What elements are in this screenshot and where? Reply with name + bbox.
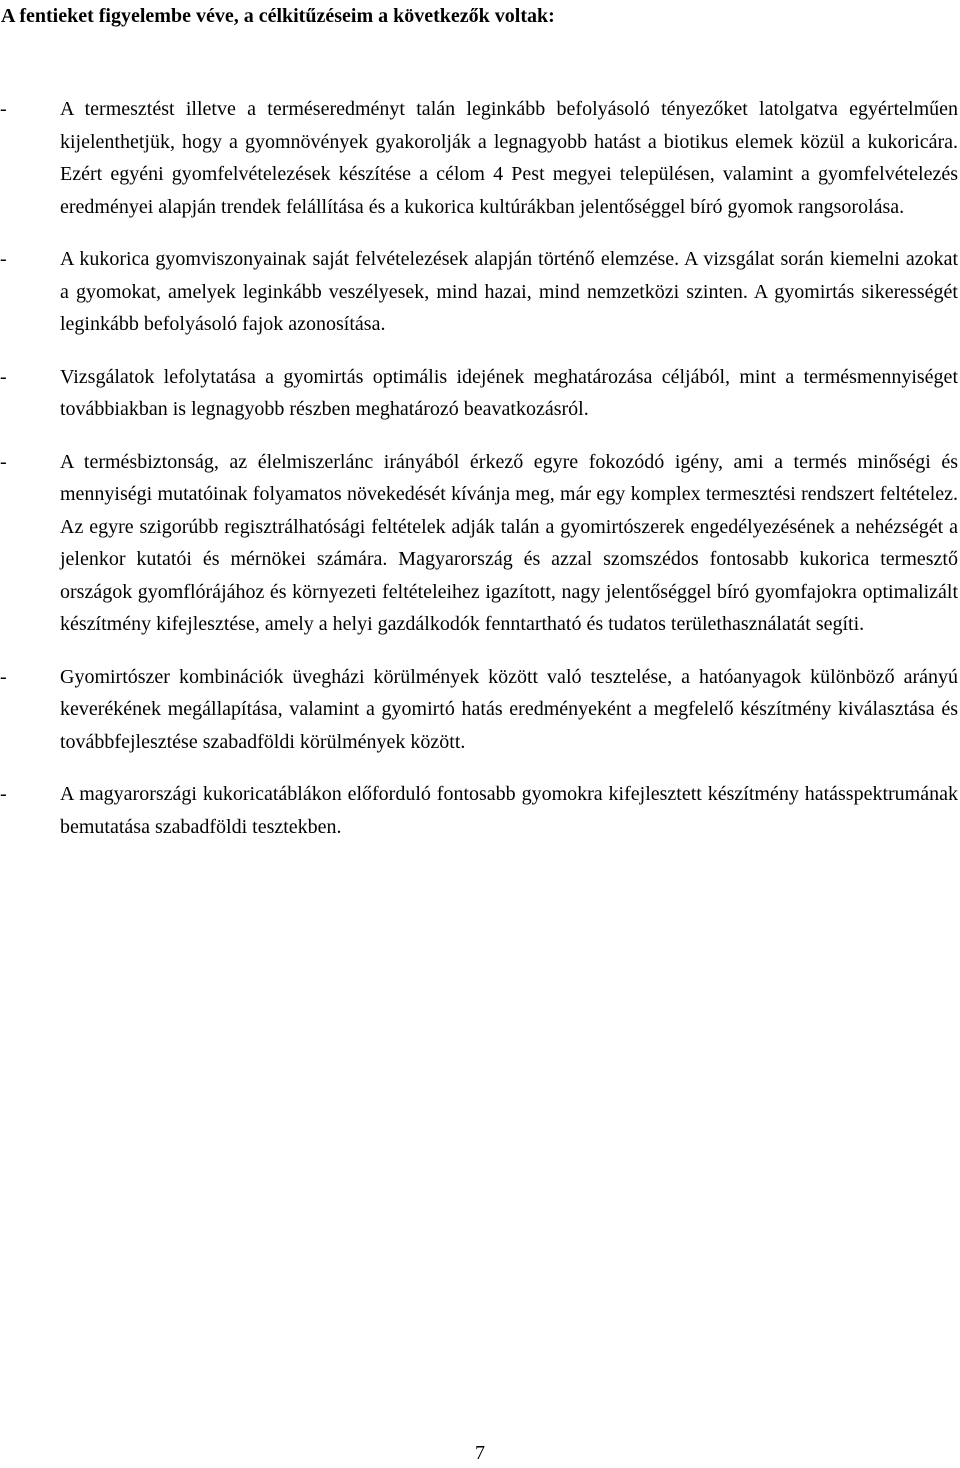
goal-text: A magyarországi kukoricatáblákon előforduló fontosabb gyomokra kifejlesztett készítmény hatásspektrumának bemutatása szabadföldi tesztekben. [60,783,958,838]
list-item [0,778,960,843]
goal-text: A termesztést illetve a terméseredményt talán leginkább befolyásoló tényezőket latolgatva egyértelműen kijelenthetjük, hogy a gyomnövények gyakorolják a legnagyobb hatást a biotikus elemek közül a kukoricára. Ezért egyéni gyomfelvételezések készítése a célom 4 Pest megyei településen, valamint a gyomfelvételezés eredményei alapján trendek felállítása és a kukorica kultúrákban jelentőséggel bíró gyomok rangsorolása. [60,98,958,218]
list-item [0,446,960,641]
list-item [0,361,960,426]
bullet-dash: - [0,450,7,473]
bullet-dash: - [0,365,7,388]
goal-text: A termésbiztonság, az élelmiszerlánc irányából érkező egyre fokozódó igény, ami a termés minőségi és mennyiségi mutatóinak folyamatos növekedését kívánja meg, már egy komplex termesztési rendszert feltételez. Az egyre szigorúbb regisztrálhatósági feltételek adják talán a gyomirtószerek engedélyezésének a nehézségét a jelenkor kutatói és mérnökei számára. Magyarország és azzal szomszédos fontosabb kukorica termesztő országok gyomflórájához és környezeti feltételeihez igazított, nagy jelentőséggel bíró gyomfajokra optimalizált készítmény kifejlesztése, amely a helyi gazdálkodók fenntartható és tudatos területhasználatát segíti. [60,450,958,635]
bullet-dash: - [0,783,7,805]
list-item [0,93,960,223]
goal-text: Vizsgálatok lefolytatása a gyomirtás optimális idejének meghatározása céljából, mint a termésmennyiséget továbbiakban is legnagyobb részben meghatározó beavatkozásról. [60,365,958,420]
goal-text: Gyomirtószer kombinációk üvegházi körülmények között való tesztelése, a hatóanyagok különböző arányú keverékének megállapítása, valamint a gyomirtó hatás eredményeként a megfelelő készítmény kiválasztása és továbbfejlesztése szabadföldi körülmények között. [60,665,958,753]
list-item [0,243,960,341]
bullet-dash: - [0,248,7,270]
section-heading: A fentieket figyelembe véve, a célkitűzéseim a következők voltak: [1,5,555,27]
goal-text: A kukorica gyomviszonyainak saját felvételezések alapján történő elemzése. A vizsgálat során kiemelni azokat a gyomokat, amelyek leginkább veszélyesek, mind hazai, mind nemzetközi szinten. A gyomirtás sikerességét leginkább befolyásoló fajok azonosítása. [60,248,958,335]
bullet-dash: - [0,98,7,120]
bullet-dash: - [0,665,7,688]
goals-list [0,93,960,863]
list-item [0,661,960,759]
page-number: 7 [475,1442,485,1464]
